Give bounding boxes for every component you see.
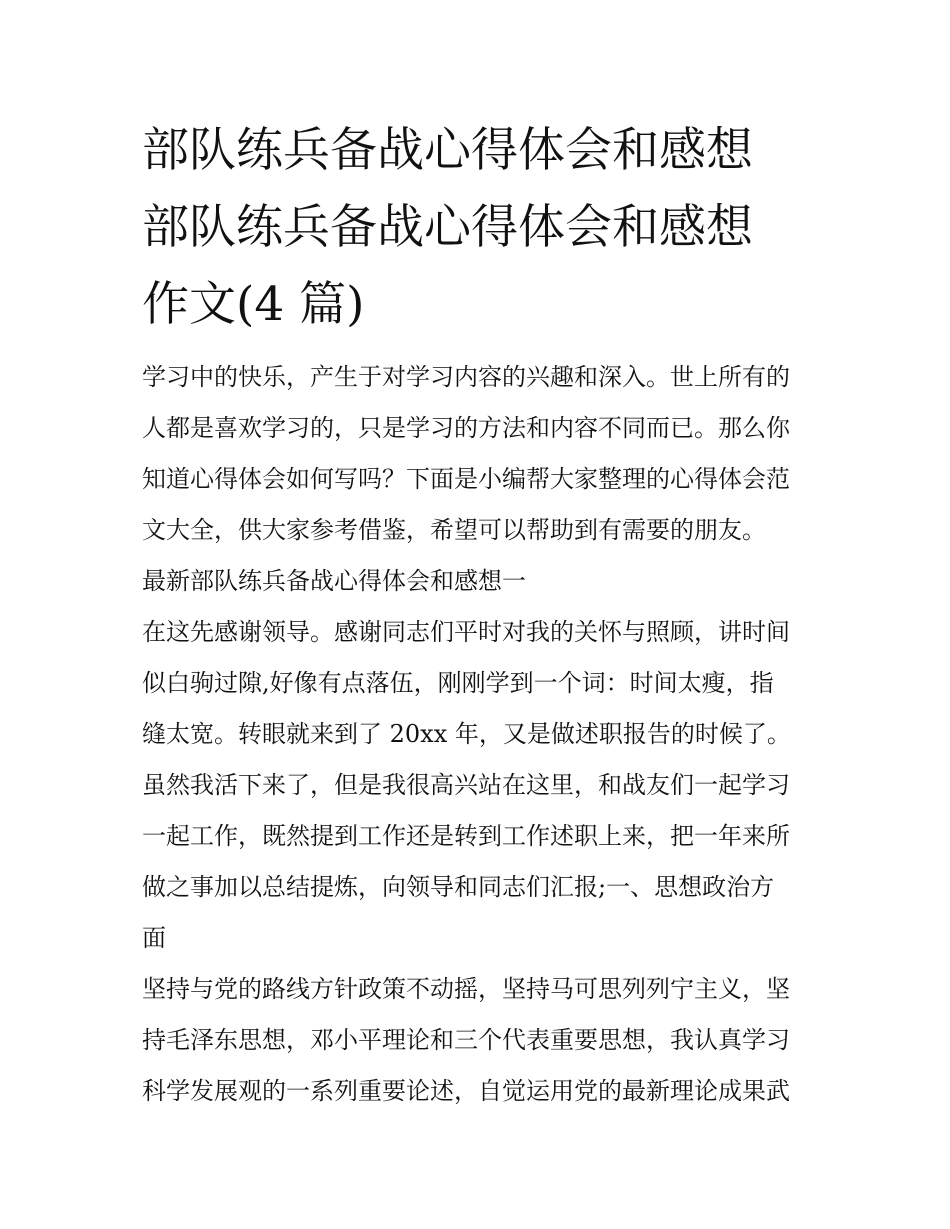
title-line: 作文(4 篇) (142, 277, 365, 332)
text-line: 似白驹过隙,好像有点落伍，刚刚学到一个词：时间太瘦，指 (142, 669, 774, 697)
text-line: 做之事加以总结提炼，向领导和同志们汇报;一、思想政治方 (142, 873, 775, 901)
text-line: 虽然我活下来了，但是我很高兴站在这里，和战友们一起学习 (142, 771, 790, 799)
text-line: 人都是喜欢学习的，只是学习的方法和内容不同而已。那么你 (142, 414, 790, 442)
document-body (142, 352, 822, 1117)
text-line: 持毛泽东思想，邓小平理论和三个代表重要思想，我认真学习 (142, 1026, 790, 1054)
text-line: 科学发展观的一系列重要论述，自觉运用党的最新理论成果武 (142, 1077, 790, 1105)
text-line: 一起工作，既然提到工作还是转到工作述职上来，把一年来所 (142, 822, 790, 850)
paragraph-two (142, 964, 822, 1117)
text-line: 面 (142, 924, 166, 952)
text-line: 缝太宽。转眼就来到了 20xx 年，又是做述职报告的时候了。 (142, 720, 791, 748)
section-heading (142, 556, 822, 607)
document-title (142, 112, 822, 343)
text-line: 在这先感谢领导。感谢同志们平时对我的关怀与照顾，讲时间 (142, 618, 790, 646)
text-line: 坚持与党的路线方针政策不动摇，坚持马可思列列宁主义，坚 (142, 975, 790, 1003)
paragraph-one (142, 607, 822, 964)
text-line: 学习中的快乐，产生于对学习内容的兴趣和深入。世上所有的 (142, 363, 790, 391)
text-line: 文大全，供大家参考借鉴，希望可以帮助到有需要的朋友。 (142, 516, 766, 544)
title-line: 部队练兵备战心得体会和感想 (142, 200, 753, 255)
title-line: 部队练兵备战心得体会和感想 (142, 123, 753, 178)
text-line: 知道心得体会如何写吗？下面是小编帮大家整理的心得体会范 (142, 465, 790, 493)
intro-paragraph (142, 352, 822, 556)
section-heading-text: 最新部队练兵备战心得体会和感想一 (142, 567, 526, 595)
